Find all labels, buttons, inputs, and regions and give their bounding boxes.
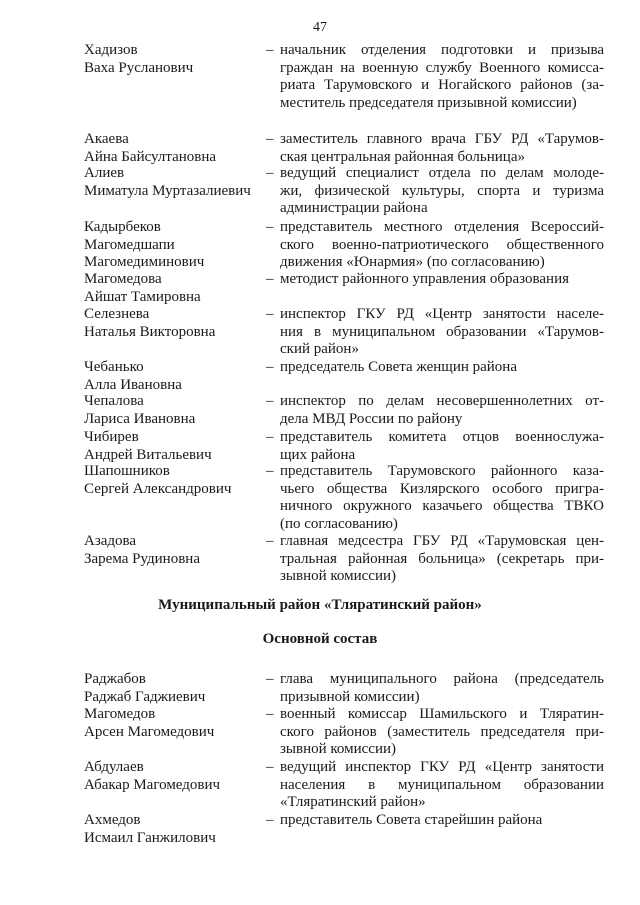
member-role-line: движения «Юнармия» (по согласованию) <box>280 254 545 271</box>
member-role-line: чьего общества Кизлярского особого пригра- <box>280 480 604 497</box>
member-name-line: Ахмедов <box>84 812 141 828</box>
member-role-line: дела МВД России по району <box>280 410 463 427</box>
member-name <box>84 42 274 77</box>
member-name <box>84 306 274 341</box>
member-name-line: Магомедиминович <box>84 254 205 271</box>
member-name-line: Андрей Витальевич <box>84 446 212 463</box>
member-role <box>266 533 604 586</box>
member-name <box>84 706 274 741</box>
dash-separator: – <box>266 812 274 828</box>
member-role-line: зывной комиссии) <box>280 568 397 585</box>
dash-separator: – <box>266 271 274 287</box>
member-role-line: председатель Совета женщин района <box>280 359 517 375</box>
dash-separator: – <box>266 165 274 181</box>
member-role-line: населения в муниципальном образовании <box>280 776 604 793</box>
member-name-line: Раджаб Гаджиевич <box>84 688 206 705</box>
member-role-line: военный комиссар Шамильского и Тляратин- <box>280 706 604 722</box>
dash-separator: – <box>266 359 274 375</box>
member-name <box>84 812 274 847</box>
member-role <box>266 359 604 377</box>
member-name <box>84 219 274 272</box>
member-role-line: ского районов (заместитель председателя при- <box>280 723 604 740</box>
member-role-line: представитель местного отделения Всероссий- <box>280 219 604 235</box>
member-name <box>84 463 274 498</box>
member-role-line: (по согласованию) <box>280 515 398 532</box>
member-name <box>84 393 274 428</box>
member-role-line: главная медсестра ГБУ РД «Тарумовская цен- <box>280 533 604 549</box>
member-role <box>266 131 604 166</box>
member-name-line: Арсен Магомедович <box>84 723 215 740</box>
member-name <box>84 165 274 200</box>
member-name-line: Магомедова <box>84 271 162 287</box>
member-name-line: Наталья Викторовна <box>84 323 216 340</box>
member-name-line: Раджабов <box>84 671 146 687</box>
member-name-line: Чебанько <box>84 359 144 375</box>
member-name-line: Хадизов <box>84 42 138 58</box>
member-role-line: заместитель главного врача ГБУ РД «Тарумов- <box>280 131 604 147</box>
member-role <box>266 219 604 272</box>
member-role-line: методист районного управления образования <box>280 271 570 287</box>
member-name-line: Шапошников <box>84 463 170 479</box>
member-role-line: ведущий инспектор ГКУ РД «Центр занятости <box>280 759 604 775</box>
dash-separator: – <box>266 671 274 687</box>
member-name-line: Кадырбеков <box>84 219 161 235</box>
member-name-line: Миматула Муртазалиевич <box>84 182 251 199</box>
member-role-line: щих района <box>280 446 356 463</box>
member-name <box>84 429 274 464</box>
member-role-line: представитель комитета отцов военнослужа- <box>280 429 604 445</box>
page-number: 47 <box>313 20 327 35</box>
member-role-line: меститель председателя призывной комиссии) <box>280 94 577 111</box>
member-role <box>266 271 604 289</box>
member-role-line: жи, физической культуры, спорта и туризма <box>280 182 604 199</box>
member-name-line: Алиев <box>84 165 125 181</box>
member-role <box>266 42 604 112</box>
member-role-line: инспектор ГКУ РД «Центр занятости населе- <box>280 306 604 322</box>
member-role <box>266 812 604 830</box>
member-name-line: Айшат Тамировна <box>84 288 201 305</box>
member-name-line: Айна Байсултановна <box>84 148 217 165</box>
dash-separator: – <box>266 393 274 409</box>
member-role-line: глава муниципального района (председатель <box>280 671 604 687</box>
member-role-line: ведущий специалист отдела по делам молоде- <box>280 165 604 181</box>
member-name-line: Исмаил Ганжилович <box>84 829 216 846</box>
member-name-line: Абдулаев <box>84 759 144 775</box>
member-name <box>84 759 274 794</box>
member-role <box>266 759 604 812</box>
dash-separator: – <box>266 463 274 479</box>
dash-separator: – <box>266 219 274 235</box>
member-role-line: ская центральная районная больница» <box>280 148 525 165</box>
member-role-line: тральная районная больница» (секретарь при- <box>280 550 604 567</box>
member-name-line: Магомедов <box>84 706 156 722</box>
member-name-line: Магомедшапи <box>84 236 175 253</box>
member-role <box>266 671 604 706</box>
member-name-line: Лариса Ивановна <box>84 410 196 427</box>
composition-heading: Основной состав <box>262 631 378 647</box>
member-role <box>266 393 604 428</box>
dash-separator: – <box>266 759 274 775</box>
member-role-line: представитель Тарумовского районного каза- <box>280 463 604 479</box>
member-role-line: инспектор по делам несовершеннолетних от- <box>280 393 604 409</box>
dash-separator: – <box>266 706 274 722</box>
member-role-line: ния в муниципальном образовании «Тарумов- <box>280 323 604 340</box>
dash-separator: – <box>266 429 274 445</box>
member-role-line: граждан на военную службу Военного комисса- <box>280 59 604 76</box>
dash-separator: – <box>266 306 274 322</box>
member-role <box>266 706 604 759</box>
member-name <box>84 271 274 306</box>
member-name-line: Чибирев <box>84 429 139 445</box>
member-role-line: администрации района <box>280 200 428 217</box>
member-name-line: Акаева <box>84 131 129 147</box>
member-role-line: начальник отделения подготовки и призыва <box>280 42 604 58</box>
member-name <box>84 359 274 394</box>
member-role <box>266 463 604 533</box>
member-name-line: Абакар Магомедович <box>84 776 221 793</box>
member-name-line: Чепалова <box>84 393 144 409</box>
dash-separator: – <box>266 533 274 549</box>
member-role-line: «Тляратинский район» <box>280 794 426 811</box>
member-name-line: Зарема Рудиновна <box>84 550 200 567</box>
member-name-line: Сергей Александрович <box>84 480 232 497</box>
member-role-line: ский район» <box>280 341 359 358</box>
member-name-line: Селезнева <box>84 306 150 322</box>
member-role-line: зывной комиссии) <box>280 741 397 758</box>
member-role-line: ского военно-патриотического общественного <box>280 236 604 253</box>
member-name-line: Алла Ивановна <box>84 376 182 393</box>
member-role-line: представитель Совета старейшин района <box>280 812 543 828</box>
member-name <box>84 533 274 568</box>
member-role <box>266 165 604 218</box>
member-name <box>84 671 274 706</box>
member-role-line: ничного окружного казачьего общества ТВКО <box>280 498 604 515</box>
member-role-line: риата Тарумовского и Ногайского районов (за- <box>280 77 604 94</box>
member-name-line: Ваха Русланович <box>84 59 194 76</box>
member-name <box>84 131 274 166</box>
member-role <box>266 429 604 464</box>
member-role-line: призывной комиссии) <box>280 688 420 705</box>
member-name-line: Азадова <box>84 533 137 549</box>
member-role <box>266 306 604 359</box>
district-heading: Муниципальный район «Тляратинский район» <box>158 597 482 613</box>
dash-separator: – <box>266 42 274 58</box>
dash-separator: – <box>266 131 274 147</box>
